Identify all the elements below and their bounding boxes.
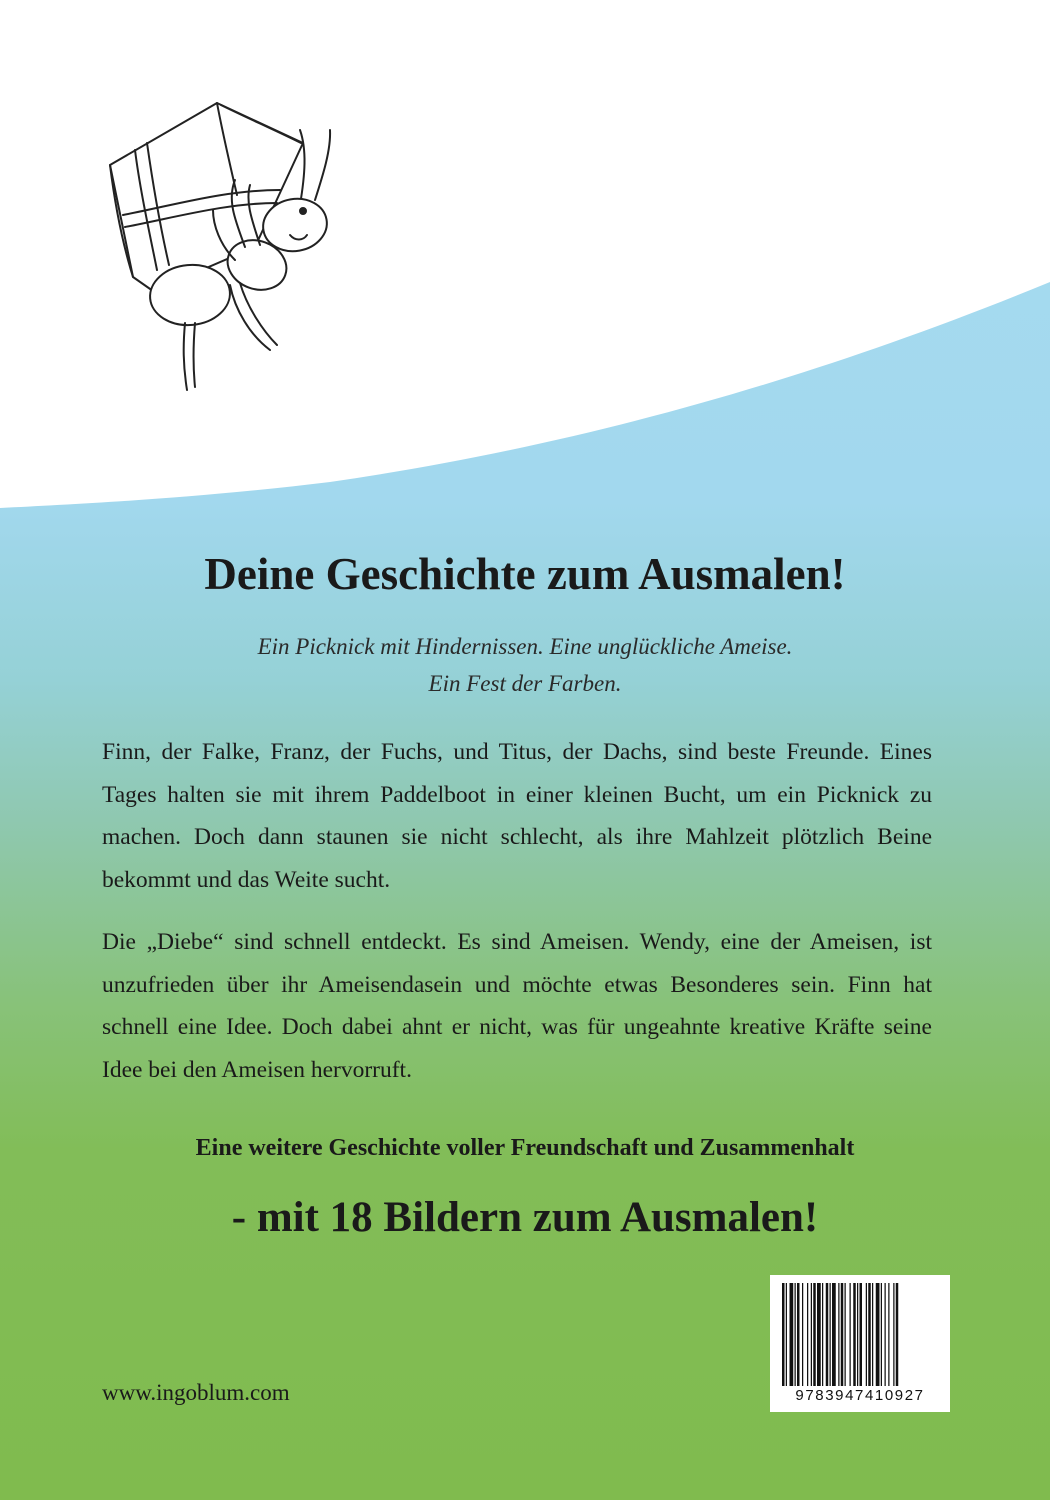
tagline-line-1: Ein Picknick mit Hindernissen. Eine unglückliche Ameise. bbox=[257, 634, 793, 659]
barcode-number: 9783947410927 bbox=[795, 1387, 925, 1404]
closing-line-2: - mit 18 Bildern zum Ausmalen! bbox=[231, 1194, 819, 1241]
ant-carrying-box-icon bbox=[95, 95, 355, 395]
closing-line-1: Eine weitere Geschichte voller Freundschaft und Zusammenhalt bbox=[195, 1135, 855, 1161]
isbn-barcode bbox=[770, 1275, 950, 1412]
page-title: Deine Geschichte zum Ausmalen! bbox=[204, 549, 846, 599]
story-paragraph-1: Finn, der Falke, Franz, der Fuchs, und Titus, der Dachs, sind beste Freunde. Eines Tages halten sie mit ihrem Paddelboot in einer kleinen Bucht, um ein Picknick zu machen. Doch dann staunen sie nicht schlecht, als ihre Mahlzeit plötzlich Beine bekommt und das Weite sucht. bbox=[102, 739, 932, 893]
tagline-line-2: Ein Fest der Farben. bbox=[428, 671, 622, 696]
barcode-icon bbox=[782, 1283, 940, 1386]
story-paragraph-2: Die „Diebe“ sind schnell entdeckt. Es sind Ameisen. Wendy, eine der Ameisen, ist unzufrieden über ihr Ameisendasein und möchte etwas Besonderes sein. Finn hat schnell eine Idee. Doch dabei ahnt er nicht, was für ungeahnte kreative Kräfte seine Idee bei den Ameisen hervorruft. bbox=[102, 929, 932, 1083]
tagline bbox=[0, 628, 1050, 702]
website-link[interactable]: www.ingoblum.com bbox=[102, 1380, 290, 1405]
